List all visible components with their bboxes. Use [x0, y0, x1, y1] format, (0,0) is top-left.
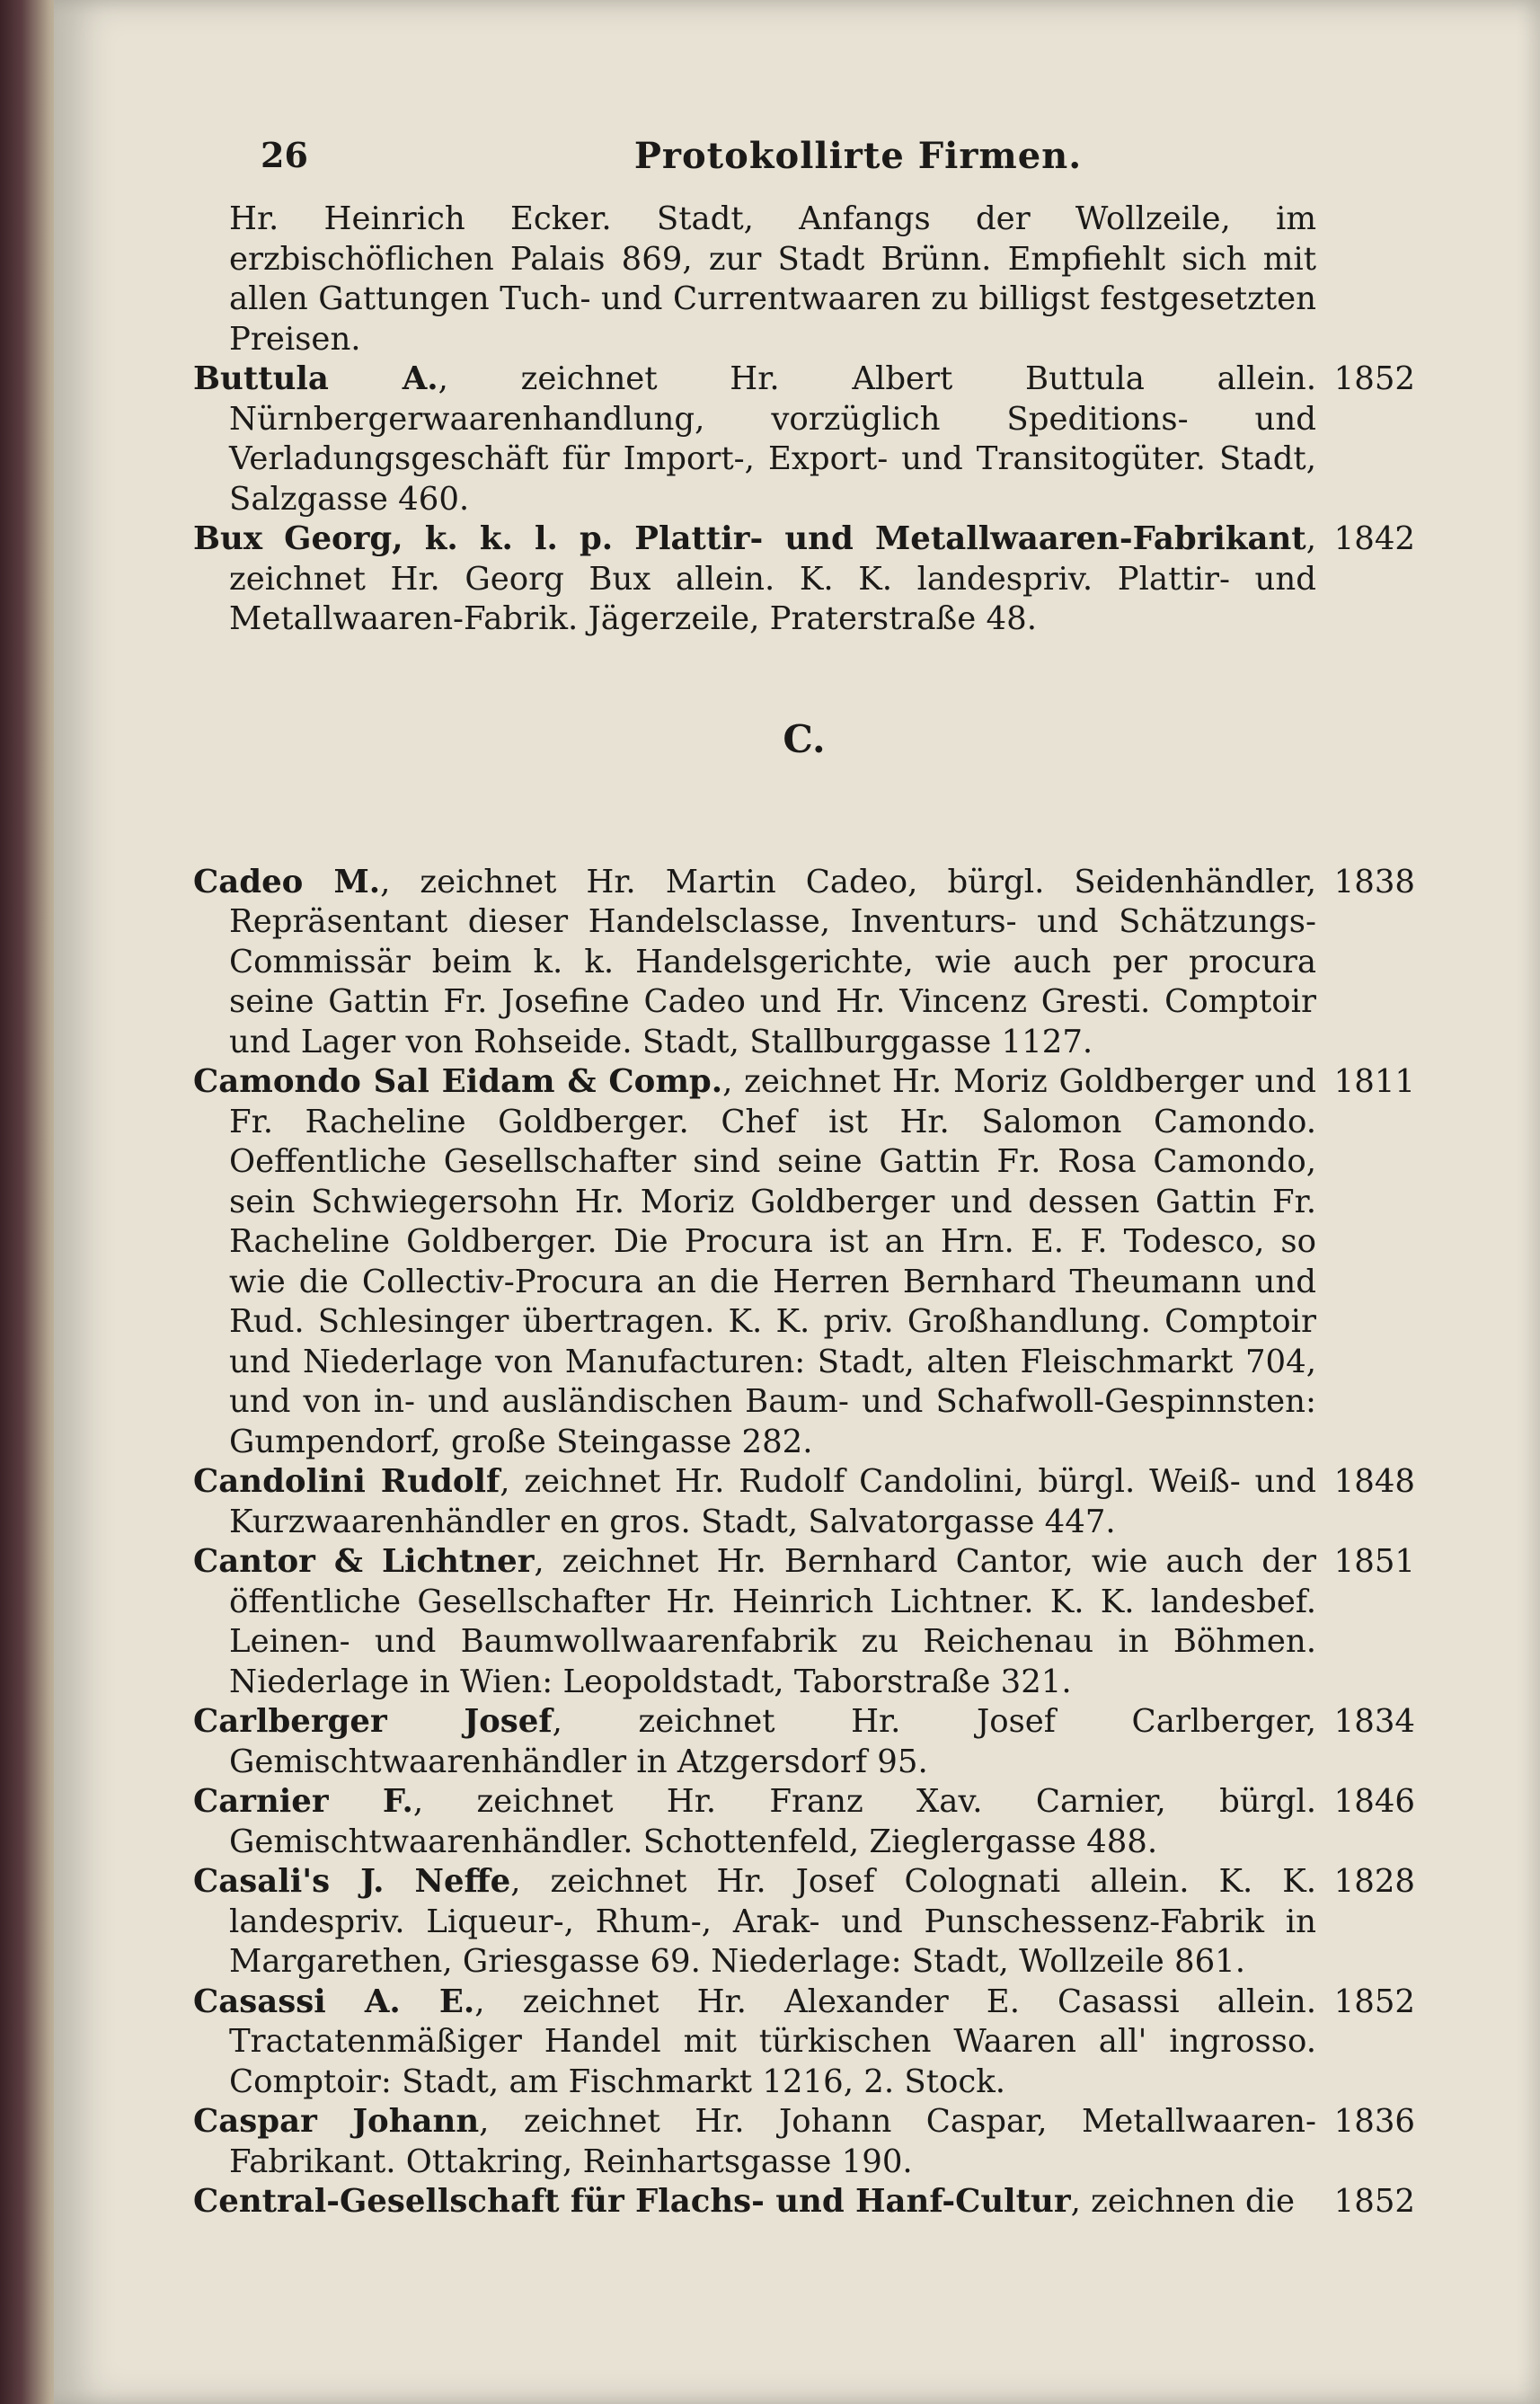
entry-text: , zeichnet Hr. Georg Bux allein. K. K. landespriv. Plattir- und Metallwaaren-Fabrik. Jägerzeile, Praterstraße 48. [229, 520, 1316, 637]
entry [193, 1462, 1415, 1542]
firm-name: Buttula A. [193, 360, 438, 397]
firm-name: Casali's J. Neffe [193, 1863, 511, 1900]
entry-continuation [193, 200, 1415, 359]
firm-name: Carnier F. [193, 1783, 413, 1820]
entry-text: Hr. Heinrich Ecker. Stadt, Anfangs der Wollzeile, im erzbischöflichen Palais 869, zur Stadt Brünn. Empfiehlt sich mit allen Gattungen Tuch- und Currentwaaren zu billigst festgesetzten Preisen. [229, 200, 1316, 358]
entry-text: , zeichnen die [1070, 2183, 1296, 2220]
firm-name: Cadeo M. [193, 863, 381, 900]
entry [193, 1542, 1415, 1702]
entry-text: , zeichnet Hr. Albert Buttula allein. Nürnbergerwaarenhandlung, vorzüglich Speditions- und Verladungsgeschäft für Import-, Export- und Transitogüter. Stadt, Salzgasse 460. [229, 360, 1317, 518]
entry [193, 2102, 1415, 2182]
entry [193, 359, 1415, 519]
entry-year: 1852 [1333, 2183, 1415, 2220]
entry-text: , zeichnet Hr. Martin Cadeo, bürgl. Seidenhändler, Repräsentant dieser Handelsclasse, Inventurs- und Schätzungs-Commissär beim k. k. Handelsgerichte, wie auch per procura seine Gattin Fr. Josefine Cadeo und Hr. Vincenz Gresti. Comptoir und Lager von Rohseide. Stadt, Stallburggasse 1127. [229, 863, 1317, 1060]
entry-year: 1846 [1333, 1783, 1415, 1820]
firm-name: Central-Gesellschaft für Flachs- und Hanf-Cultur [193, 2183, 1071, 2220]
entry-year: 1852 [1333, 1983, 1415, 2020]
entry-year: 1836 [1333, 2103, 1415, 2140]
entry-text: , zeichnet Hr. Rudolf Candolini, bürgl. Weiß- und Kurzwaarenhändler en gros. Stadt, Salvatorgasse 447. [229, 1463, 1316, 1540]
entry-text: , zeichnet Hr. Johann Caspar, Metallwaaren-Fabrikant. Ottakring, Reinhartsgasse 190. [229, 2103, 1316, 2180]
entry-text: , zeichnet Hr. Franz Xav. Carnier, bürgl. Gemischtwaarenhändler. Schottenfeld, Zieglergasse 488. [229, 1783, 1316, 1860]
entry-year: 1852 [1333, 360, 1415, 397]
entry [193, 1983, 1415, 2103]
entry [193, 1702, 1415, 1782]
entry [193, 1062, 1415, 1462]
firm-name: Bux Georg, k. k. l. p. Plattir- und Metallwaaren-Fabrikant [193, 520, 1306, 557]
entry-year: 1848 [1333, 1463, 1415, 1500]
entry-text: , zeichnet Hr. Josef Colognati allein. K. K. landespriv. Liqueur-, Rhum-, Arak- und Punschessenz-Fabrik in Margarethen, Griesgasse 69. Niederlage: Stadt, Wollzeile 861. [229, 1863, 1316, 1980]
entry-text: , zeichnet Hr. Bernhard Cantor, wie auch der öffentliche Gesellschafter Hr. Heinrich Lichtner. K. K. landesbef. Leinen- und Baumwollwaarenfabrik zu Reichenau in Böhmen. Niederlage in Wien: Leopoldstadt, Taborstraße 321. [229, 1543, 1316, 1700]
entry-year: 1838 [1333, 863, 1415, 900]
entry [193, 2182, 1415, 2222]
firm-name: Cantor & Lichtner [193, 1543, 535, 1580]
entry-text: , zeichnet Hr. Moriz Goldberger und Fr. Racheline Goldberger. Chef ist Hr. Salomon Camondo. Oeffentliche Gesellschafter sind seine Gattin Fr. Rosa Camondo, sein Schwiegersohn Hr. Moriz Goldberger und dessen Gattin Fr. Racheline Goldberger. Die Procura ist an Hrn. E. F. Todesco, so wie die Collectiv-Procura an die Herren Bernhard Theumann und Rud. Schlesinger übertragen. K. K. priv. Großhandlung. Comptoir und Niederlage von Manufacturen: Stadt, alten Fleischmarkt 704, und von in- und ausländischen Baum- und Schafwoll-Gespinnsten: Gumpendorf, große Steingasse 282. [229, 1063, 1317, 1460]
entry-text: , zeichnet Hr. Josef Carlberger, Gemischtwaarenhändler in Atzgersdorf 95. [229, 1703, 1316, 1780]
entry [193, 1782, 1415, 1862]
firm-name: Caspar Johann [193, 2103, 480, 2140]
firm-name: Carlberger Josef [193, 1703, 553, 1740]
text-column [193, 200, 1415, 2222]
entry [193, 863, 1415, 1063]
entry-year: 1828 [1333, 1863, 1415, 1900]
entry [193, 1862, 1415, 1983]
entry-year: 1851 [1333, 1543, 1415, 1580]
section-letter: C. [783, 716, 826, 761]
entry-text: , zeichnet Hr. Alexander E. Casassi allein. Tractatenmäßiger Handel mit türkischen Waaren all' ingrosso. Comptoir: Stadt, am Fischmarkt 1216, 2. Stock. [229, 1983, 1316, 2100]
firm-name: Camondo Sal Eidam & Comp. [193, 1063, 723, 1100]
page-number: 26 [261, 135, 308, 175]
entry [193, 519, 1415, 640]
page-header [261, 135, 1456, 189]
running-title: Protokollirte Firmen. [633, 135, 1083, 177]
firm-name: Candolini Rudolf [193, 1463, 500, 1500]
entry-year: 1811 [1333, 1063, 1415, 1100]
entry-year: 1842 [1333, 520, 1415, 557]
entry-year: 1834 [1333, 1703, 1415, 1740]
firm-name: Casassi A. E. [193, 1983, 475, 2020]
